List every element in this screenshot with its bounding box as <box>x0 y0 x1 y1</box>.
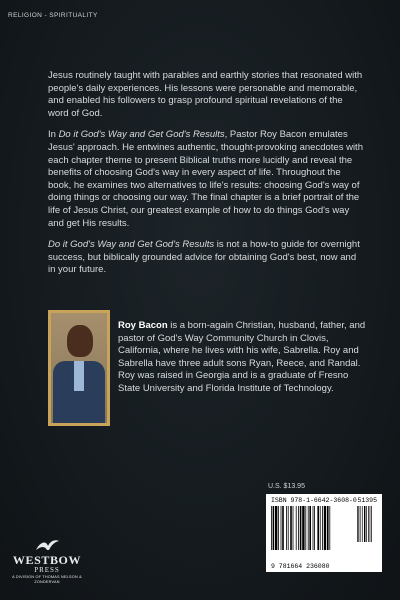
author-photo <box>48 310 110 426</box>
publisher-logo <box>8 538 86 594</box>
price-code: 51395 <box>357 497 377 504</box>
paragraph-2-prefix: In <box>48 129 59 141</box>
book-title-inline: Do it God's Way and Get God's Results <box>48 239 215 251</box>
paragraph-2-body: , Pastor Roy Bacon emulates Jesus' approach. He entwines authentic, thought-provoking anecdotes with each chapter theme to present Biblical truths more lucidly and reveal the benefits of choosing God's way in every aspect of life. Throughout the book, he examines two alternatives to life's results: choosing God's way of doing things or choosing our way. The final chapter is a brief portrait of the life of Jesus Christ, our greatest example of how to do things God's way and get His results. <box>48 129 363 229</box>
author-photo-shirt <box>74 361 84 391</box>
isbn-text: ISBN 978-1-6642-3608-0 <box>271 497 357 504</box>
publisher-division: A DIVISION OF THOMAS NELSON & ZONDERVAN <box>12 575 82 584</box>
category-label: RELIGION - SPIRITUALITY <box>8 12 98 19</box>
author-name: Roy Bacon <box>118 320 168 331</box>
author-photo-head <box>67 325 93 357</box>
barcode-bars <box>271 506 377 560</box>
description-paragraph-2 <box>48 129 363 230</box>
book-description <box>48 70 363 286</box>
publisher-name: WESTBOW <box>12 553 82 567</box>
author-bio-body: is a born-again Christian, husband, father, and pastor of God's Way Community Church in Clovis, California, where he lives with his wife, Sabrella. Roy and Sabrella have three adult sons Ryan, Reece, and Randal. Roy was raised in Georgia and is a graduate of Fresno State University and Florida Institute of Technology. <box>118 320 366 394</box>
paragraph-3-body: is not a how-to guide for overnight success, but biblically grounded advice for obtaining God's best, now and in your future. <box>48 239 360 276</box>
barcode <box>266 494 382 572</box>
author-bio-text <box>118 320 366 396</box>
author-bio <box>48 310 368 430</box>
book-title-inline: Do it God's Way and Get God's Results <box>58 129 225 141</box>
description-paragraph-1: Jesus routinely taught with parables and earthly stories that resonated with people's daily experiences. His lessons were personable and memorable, and enabled his followers to grasp profound spiritual revelations of the word of God. <box>48 70 363 119</box>
description-paragraph-3 <box>48 239 363 277</box>
publisher-press: PRESS <box>34 566 60 574</box>
ean-number: 9 781664 236080 <box>271 563 330 570</box>
price-label: U.S. $13.95 <box>268 483 305 490</box>
publisher-bird-icon <box>34 538 60 554</box>
isbn-line <box>271 497 377 504</box>
